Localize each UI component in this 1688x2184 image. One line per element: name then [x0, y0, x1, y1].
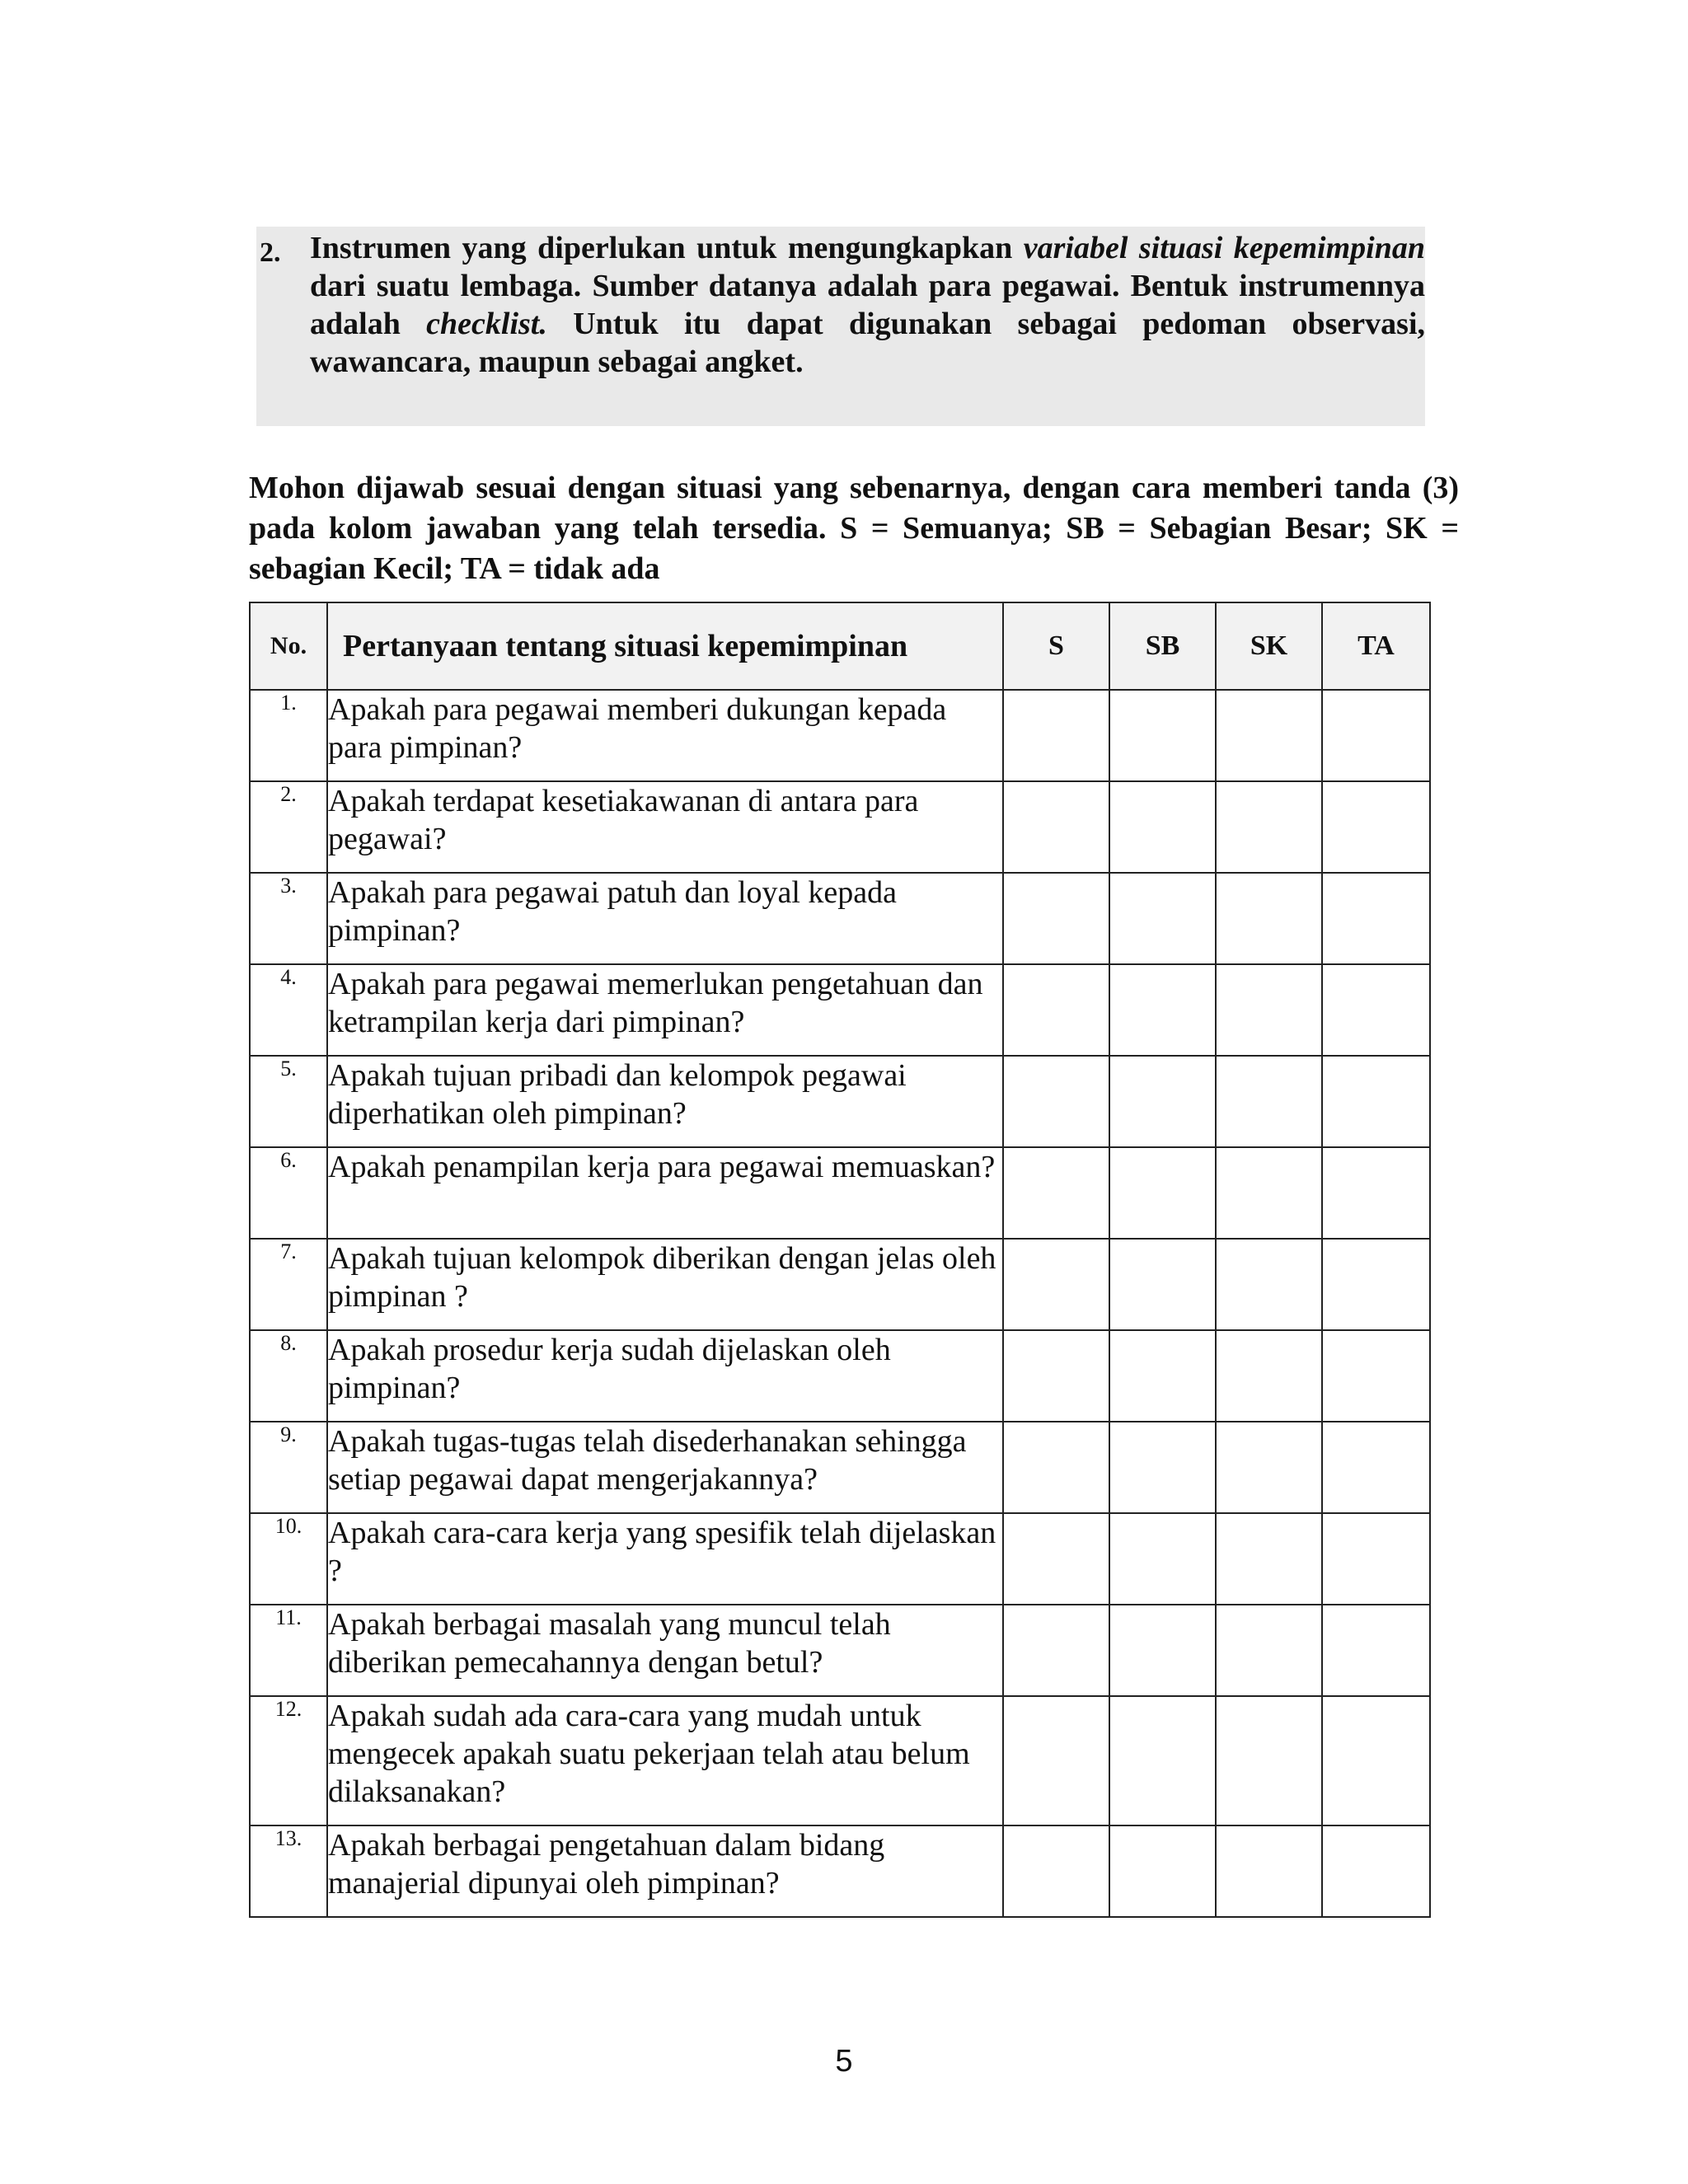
answer-cell-ta[interactable] [1322, 1513, 1430, 1605]
answer-cell-sb[interactable] [1109, 1513, 1216, 1605]
description-part-1: Instrumen yang diperlukan untuk mengungkapkan [310, 231, 1024, 265]
answer-cell-sk[interactable] [1216, 1422, 1322, 1513]
answer-cell-sk[interactable] [1216, 1605, 1322, 1696]
row-number: 12. [250, 1696, 327, 1825]
table-row [250, 1513, 1430, 1605]
answer-cell-ta[interactable] [1322, 964, 1430, 1056]
answer-cell-sb[interactable] [1109, 1147, 1216, 1239]
answer-cell-sk[interactable] [1216, 1147, 1322, 1239]
answer-cell-s[interactable] [1003, 873, 1109, 964]
instrument-description [310, 229, 1425, 381]
row-question: Apakah sudah ada cara-cara yang mudah untuk mengecek apakah suatu pekerjaan telah atau belum dilaksanakan? [327, 1696, 1003, 1825]
description-emphasis-1: variabel situasi kepemimpinan [1023, 231, 1425, 265]
table-row [250, 1239, 1430, 1330]
table-row [250, 1605, 1430, 1696]
header-ta: TA [1322, 602, 1430, 690]
row-number: 9. [250, 1422, 327, 1513]
answer-cell-ta[interactable] [1322, 1422, 1430, 1513]
answer-cell-sb[interactable] [1109, 1056, 1216, 1147]
answer-cell-s[interactable] [1003, 1605, 1109, 1696]
answer-cell-s[interactable] [1003, 1422, 1109, 1513]
row-number: 3. [250, 873, 327, 964]
answer-cell-sb[interactable] [1109, 1422, 1216, 1513]
table-header-row [250, 602, 1430, 690]
instruction-text: Mohon dijawab sesuai dengan situasi yang sebenarnya, dengan cara memberi tanda (3) pada kolom jawaban yang telah tersedia. S = Semuanya; SB = Sebagian Besar; SK = sebagian Kecil; TA = tidak ada [249, 471, 1459, 586]
row-number: 6. [250, 1147, 327, 1239]
row-number: 2. [250, 781, 327, 873]
page-number: 5 [835, 2044, 853, 2079]
answer-cell-ta[interactable] [1322, 1056, 1430, 1147]
table-row [250, 1330, 1430, 1422]
answer-cell-sk[interactable] [1216, 690, 1322, 781]
row-number: 5. [250, 1056, 327, 1147]
row-number: 11. [250, 1605, 327, 1696]
description-part-2: dari suatu lembaga. Sumber datanya adalah para pegawai. Bentuk instrumennya adalah [310, 269, 1425, 341]
answer-cell-ta[interactable] [1322, 873, 1430, 964]
row-number: 8. [250, 1330, 327, 1422]
row-question: Apakah tujuan kelompok diberikan dengan jelas oleh pimpinan ? [327, 1239, 1003, 1330]
answer-cell-sk[interactable] [1216, 964, 1322, 1056]
table-row [250, 1825, 1430, 1917]
answer-cell-s[interactable] [1003, 1147, 1109, 1239]
row-question: Apakah tujuan pribadi dan kelompok pegawai diperhatikan oleh pimpinan? [327, 1056, 1003, 1147]
answer-cell-sb[interactable] [1109, 1825, 1216, 1917]
table-row [250, 781, 1430, 873]
row-question: Apakah para pegawai memerlukan pengetahuan dan ketrampilan kerja dari pimpinan? [327, 964, 1003, 1056]
row-number: 7. [250, 1239, 327, 1330]
header-s: S [1003, 602, 1109, 690]
answer-cell-s[interactable] [1003, 690, 1109, 781]
table-row [250, 1056, 1430, 1147]
answer-cell-ta[interactable] [1322, 1825, 1430, 1917]
questionnaire-table [249, 602, 1431, 1918]
table-row [250, 873, 1430, 964]
answer-cell-s[interactable] [1003, 1056, 1109, 1147]
answer-cell-s[interactable] [1003, 781, 1109, 873]
answer-cell-sb[interactable] [1109, 1239, 1216, 1330]
table-row [250, 1422, 1430, 1513]
answer-cell-ta[interactable] [1322, 1696, 1430, 1825]
answer-cell-s[interactable] [1003, 1330, 1109, 1422]
answer-cell-s[interactable] [1003, 1513, 1109, 1605]
answer-cell-sb[interactable] [1109, 1605, 1216, 1696]
answer-cell-ta[interactable] [1322, 781, 1430, 873]
answer-cell-sb[interactable] [1109, 964, 1216, 1056]
row-question: Apakah prosedur kerja sudah dijelaskan oleh pimpinan? [327, 1330, 1003, 1422]
answer-cell-ta[interactable] [1322, 690, 1430, 781]
answer-cell-ta[interactable] [1322, 1330, 1430, 1422]
row-number: 10. [250, 1513, 327, 1605]
row-number: 13. [250, 1825, 327, 1917]
answer-cell-s[interactable] [1003, 1696, 1109, 1825]
item-number: 2. [260, 237, 281, 268]
row-question: Apakah terdapat kesetiakawanan di antara para pegawai? [327, 781, 1003, 873]
description-emphasis-2: checklist. [426, 307, 547, 341]
table-row [250, 964, 1430, 1056]
answer-cell-sb[interactable] [1109, 781, 1216, 873]
table-row [250, 1147, 1430, 1239]
row-number: 4. [250, 964, 327, 1056]
answer-cell-sb[interactable] [1109, 1696, 1216, 1825]
row-question: Apakah para pegawai patuh dan loyal kepada pimpinan? [327, 873, 1003, 964]
row-question: Apakah tugas-tugas telah disederhanakan sehingga setiap pegawai dapat mengerjakannya? [327, 1422, 1003, 1513]
answer-cell-sk[interactable] [1216, 781, 1322, 873]
row-question: Apakah berbagai masalah yang muncul telah diberikan pemecahannya dengan betul? [327, 1605, 1003, 1696]
row-question: Apakah berbagai pengetahuan dalam bidang manajerial dipunyai oleh pimpinan? [327, 1825, 1003, 1917]
answer-cell-ta[interactable] [1322, 1147, 1430, 1239]
answer-cell-sk[interactable] [1216, 1239, 1322, 1330]
row-number: 1. [250, 690, 327, 781]
answer-cell-ta[interactable] [1322, 1239, 1430, 1330]
header-sk: SK [1216, 602, 1322, 690]
answer-cell-ta[interactable] [1322, 1605, 1430, 1696]
header-sb: SB [1109, 602, 1216, 690]
answer-cell-sb[interactable] [1109, 1330, 1216, 1422]
table-row [250, 1696, 1430, 1825]
answer-cell-s[interactable] [1003, 964, 1109, 1056]
answer-cell-sb[interactable] [1109, 690, 1216, 781]
header-no: No. [250, 602, 327, 690]
answer-cell-sk[interactable] [1216, 1825, 1322, 1917]
answer-cell-s[interactable] [1003, 1239, 1109, 1330]
table-row [250, 690, 1430, 781]
answer-cell-sk[interactable] [1216, 1513, 1322, 1605]
row-question: Apakah para pegawai memberi dukungan kepada para pimpinan? [327, 690, 1003, 781]
answer-cell-sk[interactable] [1216, 1056, 1322, 1147]
row-question: Apakah penampilan kerja para pegawai memuaskan? [327, 1147, 1003, 1239]
answer-cell-s[interactable] [1003, 1825, 1109, 1917]
answer-cell-sk[interactable] [1216, 1330, 1322, 1422]
row-question: Apakah cara-cara kerja yang spesifik telah dijelaskan ? [327, 1513, 1003, 1605]
answer-cell-sk[interactable] [1216, 1696, 1322, 1825]
answer-cell-sb[interactable] [1109, 873, 1216, 964]
answer-cell-sk[interactable] [1216, 873, 1322, 964]
description-part-3: Untuk itu dapat digunakan sebagai pedoman observasi, wawancara, maupun sebagai angket. [310, 307, 1425, 379]
header-question: Pertanyaan tentang situasi kepemimpinan [327, 602, 1003, 690]
